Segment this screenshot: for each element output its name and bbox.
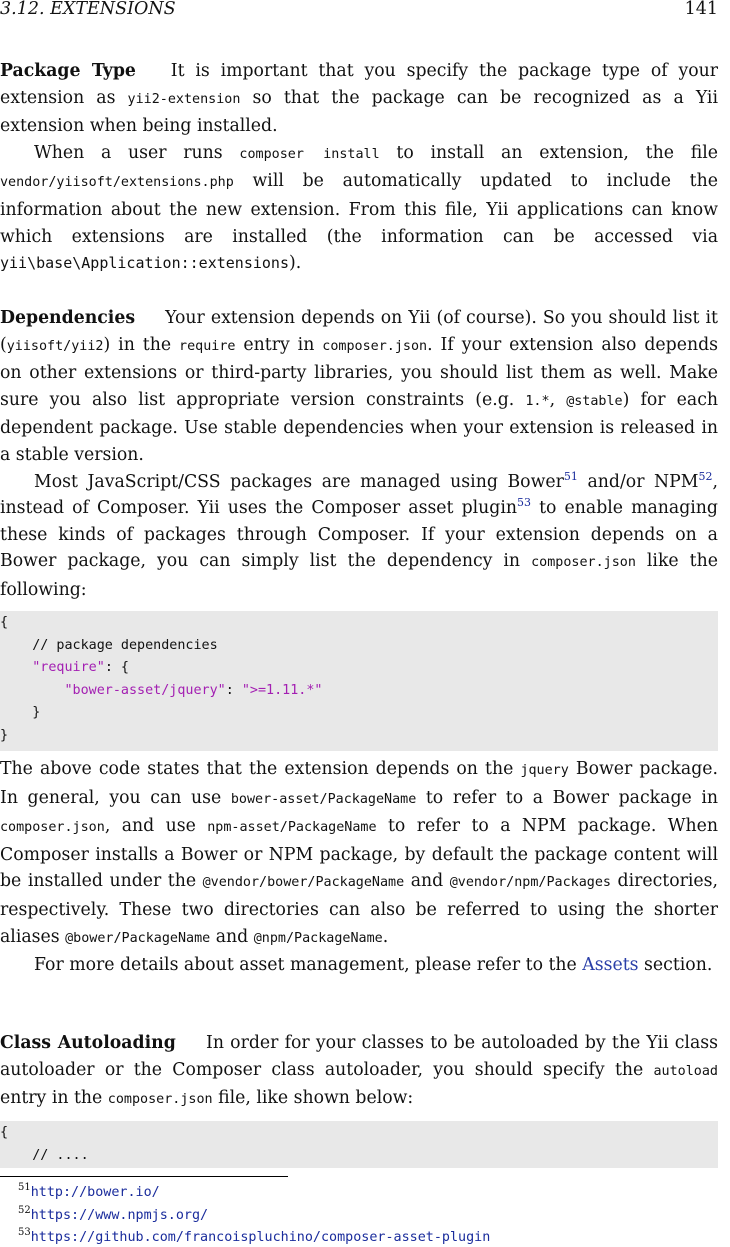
inline-code: bower-asset/PackageName [230,791,417,807]
code-comment: // .... [0,1147,89,1163]
inline-code: @bower/PackageName [65,930,211,946]
dependencies-paragraph-2: Most JavaScript/CSS packages are managed using Bower$^{51}$ and/or NPM$^{52}$, instead of Composer. Yii uses the Composer asset plugin$^{53}$ to enable managing these kinds of packages through Composer. If your extension depends on a Bower package, you can simply list the dependency in composer.json like the following: [0,469,718,600]
inline-code: composer install [239,146,380,162]
inline-code: @stable [566,393,623,409]
assets-link[interactable]: Assets [582,955,639,976]
footnote-link[interactable]: http://bower.io/ [30,1185,160,1200]
package-type-paragraph-2: When a user runs composer install to install an extension, the file vendor/yiisoft/extensions.php will be automatically updated to include the information about the new extension. From this file, Yii applications can know which extensions are installed (the information can be accessed via yii\base\Application::extensions). [0,142,718,274]
inline-code: autoload [653,1063,718,1079]
asset-explanation-section [0,756,718,979]
footnote-ref-52[interactable]: 52 [698,469,713,483]
package-type-section [0,58,718,277]
code-comment: // package dependencies [0,637,218,653]
inline-code: composer.json [0,820,105,836]
code-block-autoload: { // .... [0,1121,718,1168]
footnote-ref-51[interactable]: 51 [563,469,578,483]
assets-reference-paragraph: For more details about asset management, please refer to the Assets section. [34,955,713,976]
footnote-51: $^{51}$http://bower.io/ [18,1182,160,1200]
package-type-paragraph: Package Type It is important that you specify the package type of your extension as yii2-extension so that the package can be recognized as a Yii extension when being installed. [0,61,719,137]
asset-paragraph: The above code states that the extension depends on the jquery Bower package. In general, you can use bower-asset/PackageName to refer to a Bower package in composer.json, and use npm-asset/PackageName to refer to a NPM package. When Composer installs a Bower or NPM package, by default the package content will be installed under the @vendor/bower/PackageName and @vendor/npm/Packages directories, respectively. These two directories can also be referred to using the shorter aliases @bower/PackageName and @npm/PackageName. [0,759,718,947]
package-type-heading: Package Type [0,61,136,81]
footnote-link[interactable]: https://www.npmjs.org/ [30,1208,209,1223]
footnote-rule [0,1176,288,1177]
autoloading-section [0,1030,718,1114]
code-block-require: { // package dependencies "require": { "bower-asset/jquery": ">=1.11.*" } } [0,611,718,751]
inline-code: npm-asset/PackageName [207,820,377,836]
autoloading-heading: Class Autoloading [0,1033,176,1053]
inline-code: yiisoft/yii2 [6,338,104,354]
section-title: 3.12. EXTENSIONS [0,0,176,19]
footnote-ref-53[interactable]: 53 [517,496,532,510]
inline-code: require [179,338,236,354]
inline-code: vendor/yiisoft/extensions.php [0,175,234,191]
inline-code: composer.json [322,338,428,354]
inline-code: composer.json [107,1092,213,1108]
inline-code: yii\base\Application::extensions [0,254,289,273]
inline-code: 1.* [525,393,550,409]
page-number: 141 [684,0,718,19]
inline-code: @vendor/bower/PackageName [202,875,405,891]
footnote-53: $^{53}$https://github.com/francoispluchino/composer-asset-plugin [18,1227,491,1245]
running-header [0,0,718,20]
dependencies-paragraph: Dependencies Your extension depends on Yii (of course). So you should list it (yiisoft/yii2) in the require entry in composer.json. If your extension also depends on other extensions or third-party libraries, you should list them as well. Make sure you also list appropriate version constraints (e.g. 1.*, @stable) for each dependent package. Use stable dependencies when your extension is released in a stable version. [0,308,719,465]
inline-code: @npm/PackageName [253,930,383,946]
autoloading-paragraph: Class Autoloading In order for your classes to be autoloaded by the Yii class autoloader or the Composer class autoloader, you should specify the autoload entry in the composer.json file, like shown below: [0,1033,718,1109]
footnote-link[interactable]: https://github.com/francoispluchino/composer-asset-plugin [30,1230,491,1245]
footnote-52: $^{52}$https://www.npmjs.org/ [18,1205,209,1223]
dependencies-heading: Dependencies [0,308,136,328]
inline-code: yii2-extension [127,91,241,107]
inline-code: jquery [520,763,569,778]
dependencies-section [0,305,718,604]
inline-code: composer.json [531,555,636,571]
inline-code: @vendor/npm/Packages [449,875,611,891]
